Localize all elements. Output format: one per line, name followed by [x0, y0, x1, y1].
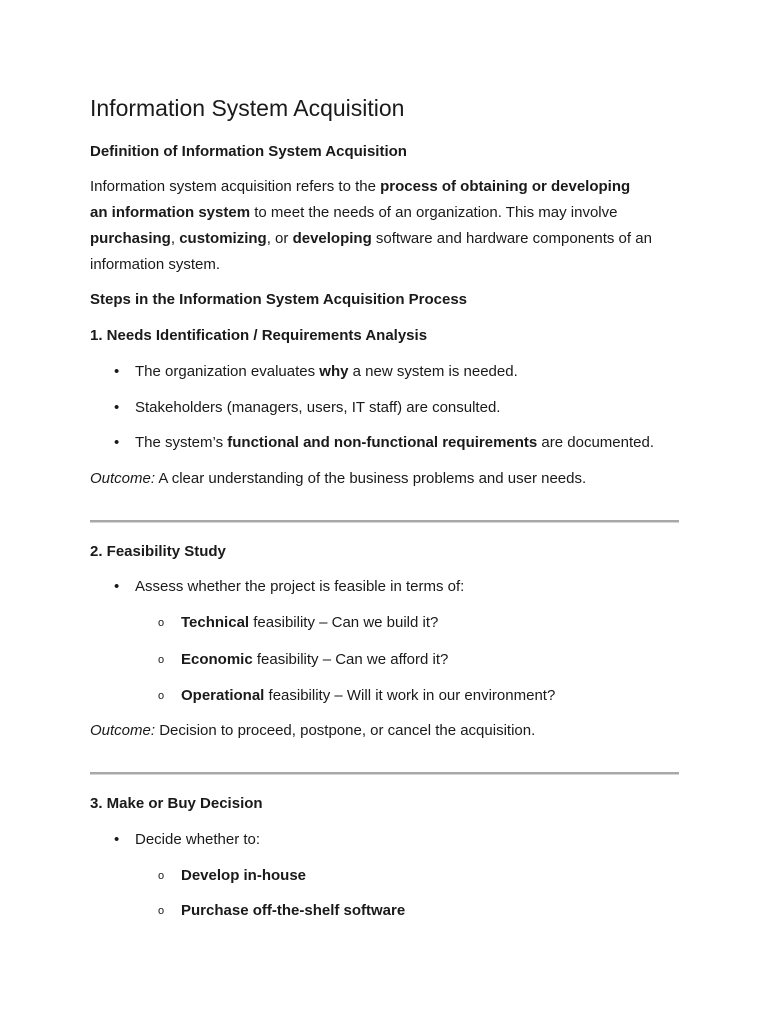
list-item [114, 433, 654, 453]
bullet-icon: • [114, 363, 120, 380]
text-run: feasibility – Will it work in our environment? [264, 687, 556, 704]
sub-list-item [158, 866, 306, 886]
definition-line-1 [90, 174, 680, 200]
circle-bullet-icon: o [158, 617, 165, 629]
steps-heading: Steps in the Information System Acquisition Process [90, 291, 468, 308]
text-run: a new system is needed. [348, 363, 518, 380]
text-run-bold: Develop in-house [181, 867, 307, 884]
text-run-bold: Technical [181, 614, 250, 631]
text-run: , [170, 230, 180, 247]
outcome-text: Decision to proceed, postpone, or cancel the acquisition. [155, 722, 536, 739]
text-run: The system’s [135, 434, 228, 451]
bullet-icon: • [114, 434, 120, 451]
text-run: are documented. [537, 434, 655, 451]
page-title: Information System Acquisition [90, 95, 405, 121]
text-run: feasibility – Can we afford it? [252, 651, 449, 668]
text-run-bold: purchasing [90, 230, 171, 247]
step1-outcome [90, 469, 586, 489]
list-item [114, 362, 518, 382]
text-run: feasibility – Can we build it? [249, 614, 439, 631]
text-run-bold: Purchase off-the-shelf software [181, 902, 406, 919]
sub-list-item [158, 686, 555, 706]
text-run: software and hardware components of an [371, 230, 652, 247]
sub-list-item [158, 901, 405, 921]
circle-bullet-icon: o [158, 870, 165, 882]
horizontal-divider [90, 772, 679, 775]
outcome-label: Outcome: [90, 470, 156, 487]
step1-heading: 1. Needs Identification / Requirements Analysis [90, 327, 428, 344]
sub-list-item [158, 613, 438, 633]
definition-heading: Definition of Information System Acquisition [90, 143, 407, 160]
text-run-bold: customizing [179, 230, 267, 247]
text-run-bold: functional and non-functional requirements [227, 434, 538, 451]
horizontal-divider [90, 520, 679, 523]
circle-bullet-icon: o [158, 690, 165, 702]
list-item [114, 398, 500, 418]
text-run: Stakeholders (managers, users, IT staff) are consulted. [135, 399, 501, 416]
text-run: , or [266, 230, 293, 247]
step2-outcome [90, 721, 535, 741]
outcome-text: A clear understanding of the business problems and user needs. [155, 470, 587, 487]
text-run: Decide whether to: [135, 831, 261, 848]
text-run: Assess whether the project is feasible in terms of: [135, 578, 465, 595]
text-run: Information system acquisition refers to the [90, 178, 381, 195]
text-run-bold: developing [292, 230, 372, 247]
bullet-icon: • [114, 578, 120, 595]
circle-bullet-icon: o [158, 905, 165, 917]
bullet-icon: • [114, 399, 120, 416]
sub-list-item [158, 650, 448, 670]
circle-bullet-icon: o [158, 654, 165, 666]
definition-line-2 [90, 200, 680, 226]
bullet-icon: • [114, 831, 120, 848]
definition-line-4: information system. [90, 256, 221, 273]
text-run: The organization evaluates [135, 363, 320, 380]
text-run-bold: Economic [181, 651, 253, 668]
text-run-bold: Operational [181, 687, 265, 704]
step3-heading: 3. Make or Buy Decision [90, 795, 263, 812]
text-run-bold: process of obtaining or developing [380, 178, 631, 195]
step2-heading: 2. Feasibility Study [90, 543, 226, 560]
outcome-label: Outcome: [90, 722, 156, 739]
definition-line-3 [90, 226, 680, 252]
list-item [114, 830, 260, 850]
list-item [114, 577, 464, 597]
definition-paragraph [90, 174, 680, 278]
text-run-bold: an information system [90, 204, 251, 221]
text-run: to meet the needs of an organization. This may involve [250, 204, 618, 221]
text-run-bold: why [319, 363, 349, 380]
